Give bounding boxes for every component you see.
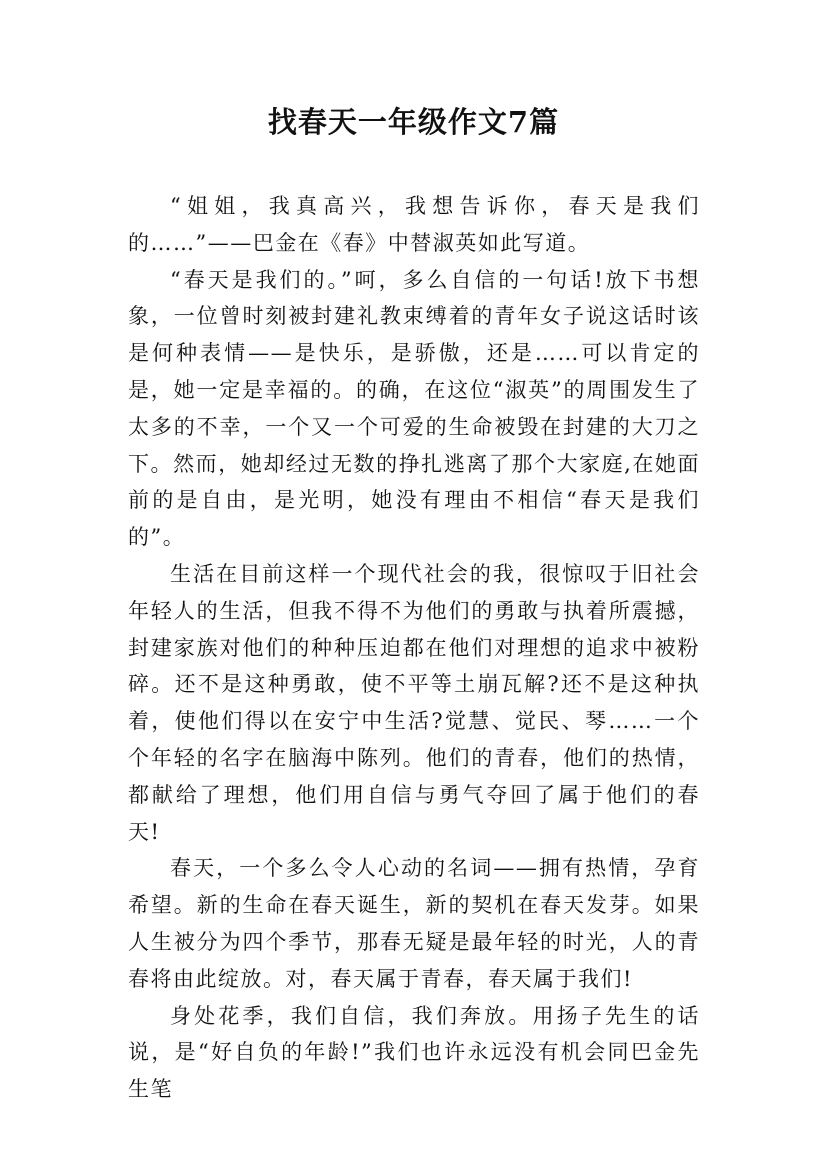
paragraph-4: 春天，一个多么令人心动的名词——拥有热情，孕育希望。新的生命在春天诞生，新的契机在春天发芽。如果人生被分为四个季节，那春无疑是最年轻的时光，人的青春将由此绽放。对，春天属于青春，春天属于我们! [128, 856, 700, 991]
paragraph-3: 生活在目前这样一个现代社会的我，很惊叹于旧社会年轻人的生活，但我不得不为他们的勇敢与执着所震撼，封建家族对他们的种种压迫都在他们对理想的追求中被粉碎。还不是这种勇敢，使不平等土崩瓦解?还不是这种执着，使他们得以在安宁中生活?觉慧、觉民、琴……一个个年轻的名字在脑海中陈列。他们的青春，他们的热情，都献给了理想，他们用自信与勇气夺回了属于他们的春天! [128, 561, 700, 844]
document-body [128, 188, 700, 1108]
paragraph-1: “姐姐，我真高兴，我想告诉你，春天是我们的……”——巴金在《春》中替淑英如此写道。 [128, 194, 700, 255]
document-title: 找春天一年级作文7篇 [267, 105, 560, 139]
paragraph-5: 身处花季，我们自信，我们奔放。用扬子先生的话说，是“好自负的年龄!”我们也许永远没有机会同巴金先生笔 [128, 1003, 700, 1102]
paragraph-2: “春天是我们的。”呵，多么自信的一句话!放下书想象，一位曾时刻被封建礼教束缚着的青年女子说这话时该是何种表情——是快乐，是骄傲，还是……可以肯定的是，她一定是幸福的。的确，在这位“淑英”的周围发生了太多的不幸，一个又一个可爱的生命被毁在封建的大刀之下。然而，她却经过无数的挣扎逃离了那个大家庭,在她面前的是自由，是光明，她没有理由不相信“春天是我们的”。 [128, 267, 700, 550]
